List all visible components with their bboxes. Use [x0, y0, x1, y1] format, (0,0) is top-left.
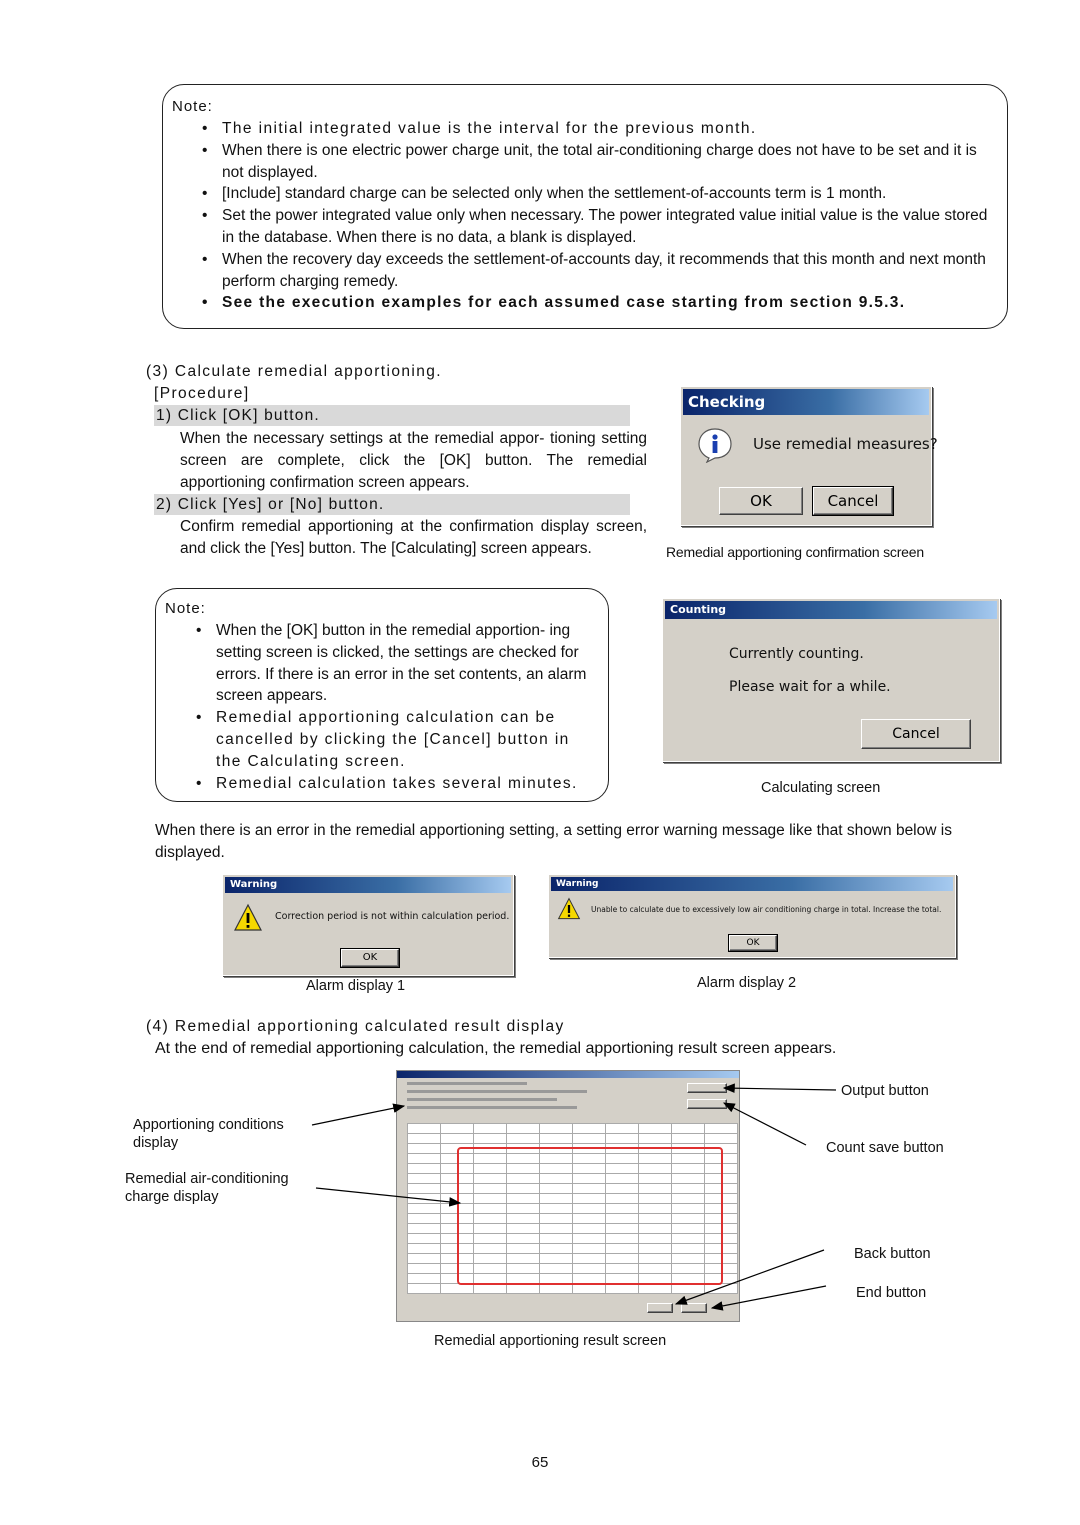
dialog-message: Use remedial measures? [753, 435, 938, 453]
note-item: • Remedial apportioning calculation can be cancelled by clicking the [Cancel] button in the Calculating screen. [196, 709, 570, 770]
note-item: • Remedial calculation takes several minutes. [196, 774, 578, 792]
ok-button[interactable]: OK [341, 949, 399, 967]
dialog-title: Counting [665, 601, 997, 619]
section4-text: At the end of remedial apportioning calculation, the remedial apportioning result screen appears. [155, 1040, 837, 1057]
note-item: • [Include] standard charge can be selected only when the settlement-of-accounts term is 1 month. [202, 185, 887, 203]
counting-caption: Calculating screen [761, 780, 881, 796]
note-title: Note: [172, 98, 213, 115]
note-item: • Set the power integrated value only when necessary. The power integrated value initial value is the value stored in the database. When there is no data, a blank is displayed. [202, 207, 988, 246]
dialog-title: Warning [551, 877, 953, 891]
step2-text: Confirm remedial apportioning at the confirmation display screen, and click the [Yes] button. The [Calculating] screen appears. [180, 518, 647, 557]
error-text: When there is an error in the remedial apportioning setting, a setting error warning message like that shown below is displayed. [155, 822, 952, 861]
note-item: • When the recovery day exceeds the settlement-of-accounts day, it recommends that this month and next month perform charging remedy. [202, 250, 986, 290]
note-title: Note: [165, 600, 206, 617]
checking-caption: Remedial apportioning confirmation screen [666, 544, 924, 560]
label-end: End button [856, 1285, 927, 1301]
section3-heading: (3) Calculate remedial apportioning. [146, 363, 442, 380]
counting-line2: Please wait for a while. [729, 679, 891, 695]
cancel-button[interactable]: Cancel [861, 719, 971, 749]
warning-message: Unable to calculate due to excessively low air conditioning charge in total. Increase the total. [591, 905, 942, 914]
procedure-label: [Procedure] [154, 385, 250, 402]
label-count-save: Count save button [826, 1140, 944, 1156]
dialog-title: Checking [683, 389, 929, 415]
ok-button[interactable]: OK [719, 487, 803, 515]
note-item: • When there is one electric power charge unit, the total air-conditioning charge does not have to be set and it is not displayed. [202, 141, 977, 181]
warning-message: Correction period is not within calculation period. [275, 911, 510, 922]
ok-button[interactable]: OK [729, 935, 777, 951]
cancel-button[interactable]: Cancel [813, 487, 893, 515]
label-charge: Remedial air-conditioning charge display [125, 1171, 289, 1205]
result-caption: Remedial apportioning result screen [434, 1333, 667, 1349]
step1-title: 1) Click [OK] button. [154, 405, 630, 426]
step1-text: When the necessary settings at the remedial appor- tioning setting screen are complete, click the [OK] button. The remedial apportioning confirmation screen appears. [180, 430, 647, 491]
counting-line1: Currently counting. [729, 646, 864, 662]
note-item: • When the [OK] button in the remedial apportion- ing setting screen is clicked, the settings are checked for errors. If there is an error in the set contents, an alarm screen appears. [196, 622, 587, 705]
page-number: 65 [531, 1454, 549, 1471]
note-item-bold: • See the execution examples for each assumed case starting from section 9.5.3. [202, 294, 906, 312]
section4-heading: (4) Remedial apportioning calculated result display [146, 1018, 565, 1035]
dialog-title: Warning [225, 877, 511, 893]
label-conditions: Apportioning conditions display [133, 1117, 284, 1151]
label-output: Output button [841, 1083, 929, 1099]
alarm-caption-2: Alarm display 2 [697, 975, 797, 991]
label-back: Back button [854, 1246, 931, 1262]
alarm-caption-1: Alarm display 1 [306, 978, 406, 994]
note-item: • The initial integrated value is the interval for the previous month. [202, 120, 757, 137]
step2-title: 2) Click [Yes] or [No] button. [154, 494, 630, 515]
